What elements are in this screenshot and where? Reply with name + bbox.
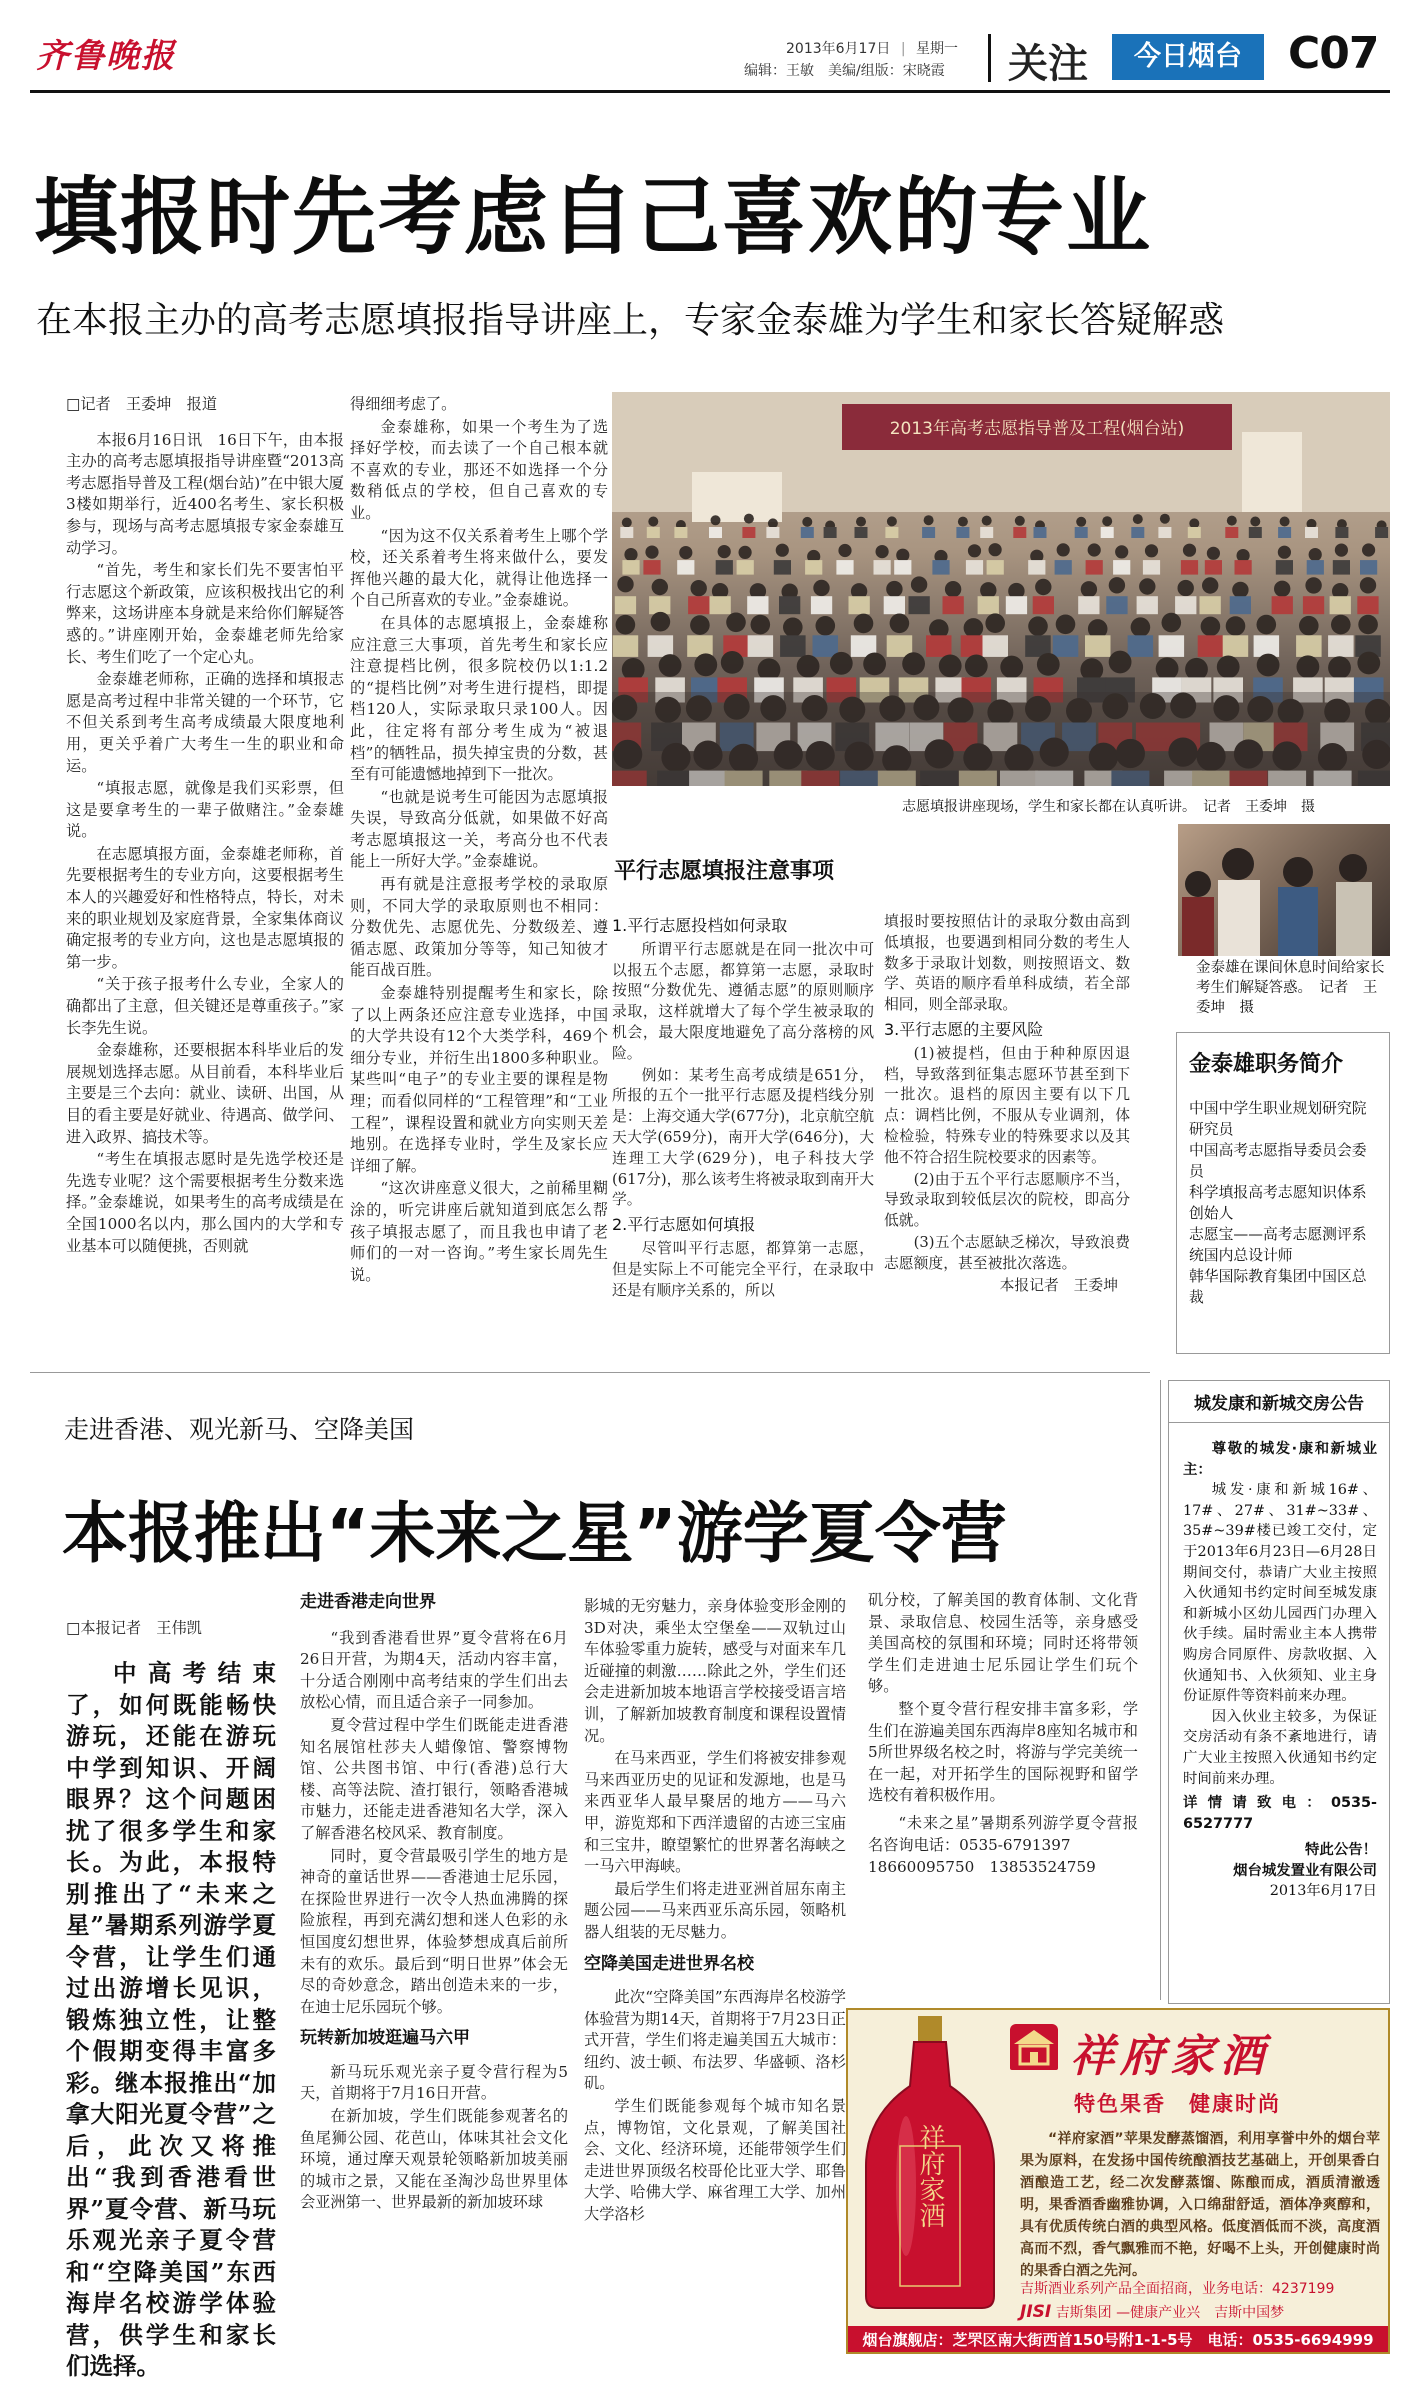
audience-body: [674, 527, 687, 538]
audience-head: [624, 548, 637, 561]
paragraph: 填报时要按照估计的录取分数由高到低填报，也要遇到相同分数的考生人数多于录取计划数，则按照语文、数学、英语的顺序看单科成绩，若全部相同，则全部录取。: [884, 913, 1130, 1014]
paragraph: 此次“空降美国”东西海岸名校游学体验营为期14天，首期将于7月23日正式开营，学生们将走遍美国五大城市：纽约、波士顿、布法罗、华盛顿、洛杉矶。: [584, 1988, 846, 2093]
audience-head: [783, 618, 803, 638]
masthead: 齐鲁晚报 2013年6月17日 | 星期一 编辑：王敏 美编/组版：宋晓霞 关注 今日烟台 C07: [0, 0, 1417, 92]
audience-body: [966, 560, 983, 575]
audience-head: [1139, 578, 1155, 594]
audience-body: [747, 596, 768, 614]
paragraph: 夏令营过程中学生们既能走进香港知名展馆杜莎夫人蜡像馆、警察博物馆、公共图书馆、中行(香港)总行大楼、高等法院、渣打银行，领略香港城市魅力，还能走进香港知名大学，深入了解香港名校风采、教育制度。: [300, 1715, 568, 1842]
story2-column-4: [868, 1590, 1138, 1880]
audience-body: [805, 560, 822, 575]
audience-body: [1272, 596, 1293, 614]
audience-body: [1249, 527, 1262, 538]
audience-body: [909, 596, 930, 614]
audience-body: [926, 635, 952, 657]
audience-head: [622, 518, 632, 528]
audience-head: [1328, 656, 1351, 679]
audience-head: [679, 546, 692, 559]
paragraph: (3)五个志愿缺乏梯次，导致浪费志愿额度，甚至被批次落选。: [884, 1233, 1130, 1272]
audience-head: [1015, 516, 1025, 526]
audience-body: [894, 560, 911, 575]
paragraph: (1)被提档，但由于种种原因退档，导致落到征集志愿环节甚至到下一批次。退档的原因主要有以下几点：调档比例，不服从专业调剂，体检检验，特殊专业的特殊要求以及其他不符合招生院校要求的因素等。: [884, 1044, 1130, 1166]
profile-title: 金泰雄职务简介: [1189, 1052, 1344, 1077]
audience-head: [751, 615, 771, 635]
lecture-photo-caption: 志愿填报讲座现场，学生和家长都在认真听讲。 记者 王委坤 摄: [902, 799, 1315, 815]
audience-body: [1128, 635, 1154, 657]
audience-body: [1225, 527, 1238, 538]
audience-body: [649, 596, 670, 614]
audience-body: [987, 560, 1004, 575]
sidebar-signature: 本报记者 王委坤: [999, 1276, 1118, 1294]
audience-body: [884, 596, 905, 614]
audience-body: [1053, 635, 1079, 657]
issue-weekday: 星期一: [915, 41, 958, 57]
audience-body: [688, 596, 709, 614]
editors-line: 编辑：王敏 美编/组版：宋晓霞: [744, 63, 945, 79]
audience-head: [1357, 652, 1380, 675]
audience-body: [956, 527, 969, 538]
story2-byline: □本报记者 王伟凯: [66, 1619, 202, 1637]
audience-body: [766, 527, 779, 538]
audience-body: [1028, 560, 1045, 575]
sidebar-title: 平行志愿填报注意事项: [614, 859, 835, 884]
audience-head: [1162, 613, 1182, 633]
audience-body: [1033, 596, 1054, 614]
audience-head: [887, 516, 897, 526]
story1-byline: □记者 王委坤 报道: [66, 395, 218, 413]
audience-head: [1280, 517, 1290, 527]
audience-head: [856, 517, 866, 527]
audience-head: [1360, 577, 1376, 593]
audience-head: [958, 517, 968, 527]
audience-head: [1028, 616, 1048, 636]
paragraph: 矶分校，了解美国的教育体制、文化背景、录取信息、校园生活等，亲身感受美国高校的氛围和环境；同时还将带领学生们走进迪士尼乐园让学生们玩个够。: [868, 1591, 1138, 1696]
paragraph: 金泰雄老师称，正确的选择和填报志愿是高考过程中非常关键的一个环节，它不但关系到考生高考成绩最大限度地利用，更关乎着广大考生一生的职业和命运。: [66, 670, 344, 775]
audience-body: [1205, 560, 1222, 575]
paragraph: 影城的无穷魅力，亲身体验变形金刚的3D对决，乘坐太空堡垒——双轨过山车体验零重力旋转，感受与对面来车几近碰撞的刺激……除此之外，学生们还会走进新加坡本地语言学校接受语言培训，了解新加坡教育制度和课程设置情况。: [584, 1597, 846, 1745]
paragraph: 本报6月16日讯 16日下午，由本报主办的高考志愿填报指导讲座暨“2013高考志愿指导普及工程(烟台站)”在中银大厦3楼如期举行，近400名考生、家长积极参与，现场与高考志愿填报专家金泰雄互动学习。: [66, 430, 344, 557]
audience-body: [811, 596, 832, 614]
audience-body: [622, 560, 639, 575]
audience-body: [716, 560, 733, 575]
audience-body: [1085, 635, 1111, 657]
ad-body: “祥府家酒”苹果发酵蒸馏酒，利用享誉中外的烟台苹果为原料，在发扬中国传统酿酒技艺基础上，开创果香白酒酿造工艺，经二次发酵蒸馏、陈酿而成，酒质清澈透明，果香酒香幽雅协调，入口绵甜舒适，酒体净爽醇和，具有优质传统白酒的典型风格。低度酒低而不淡，高度酒高而不烈，香气飘雅而不艳，好喝不上头，开创健康时尚的果香白酒之先河。: [1020, 2131, 1380, 2279]
audience-body: [1034, 527, 1047, 538]
paragraph: “关于孩子报考什么专业，全家人的确都出了主意，但关键还是尊重孩子。”家长李先生说。: [66, 975, 344, 1037]
audience-head: [1102, 516, 1112, 526]
audience-body: [643, 560, 660, 575]
audience-body: [932, 560, 949, 575]
lecture-banner: 2013年高考志愿指导普及工程(烟台站): [889, 419, 1185, 439]
profile-line: 韩华国际教育集团中国区总裁: [1189, 1268, 1367, 1306]
audience-body: [885, 527, 898, 538]
audience-head: [1109, 577, 1125, 593]
notice-body-1: 城发·康和新城16#、17#、27#、31#~33#、35#~39#楼已竣工交付，定于2013年6月23日—6月28日期间交付，恭请广大业主按照入伙通知书约定时间至城发康和新城小区幼儿园西门办理入伙手续。届时需业主本人携带购房合同原件、房款收据、入伙通知书、入伙须知、业主身份证原件等资料前来办理。: [1183, 1482, 1377, 1705]
audience-body: [710, 596, 731, 614]
audience-head: [718, 545, 731, 558]
paragraph: 得细细考虑了。: [350, 395, 457, 413]
audience-body: [983, 635, 1009, 657]
story2-contact: “未来之星”暑期系列游学夏令营报名咨询电话：0535-6791397: [868, 1813, 1138, 1854]
audience-body: [824, 527, 837, 538]
paragraph: “首先，考生和家长们先不要害怕平行志愿这个新政策，应该积极找出它的利弊来，这场讲座本身就是来给你们解疑答惑的。”讲座刚开始，金泰雄老师先给家长、考生们吃了一个定心丸。: [66, 561, 344, 666]
audience-head: [776, 544, 789, 557]
audience-body: [1328, 635, 1354, 657]
audience-head: [1309, 548, 1322, 561]
audience-body: [1307, 560, 1324, 575]
audience-head: [1088, 543, 1101, 556]
audience-body: [943, 596, 964, 614]
paragraph: 例如：某考生高考成绩是651分，所报的五个一批平行志愿及提档线分别是：上海交通大学(677分)，北京航空航天大学(659分)，南开大学(646分)，大连理工大学(629分)，电子科技大学(617分)，那么该考生将被录取到南开大学。: [612, 1066, 874, 1209]
paragraph: 在志愿填报方面，金泰雄老师称，首先要根据考生的专业方向，这要根据考生本人的兴趣爱好和性格特点，特长，对未来的职业规划及家庭背景，全家集体商议确定报考的专业方向，这也是志愿填报的第一步。: [66, 844, 344, 971]
section-badge: 今日烟台: [1112, 34, 1264, 80]
audience-head: [945, 581, 961, 597]
audience-head: [1299, 616, 1319, 636]
audience-body: [961, 635, 987, 657]
profile-box: [1176, 1032, 1390, 1354]
audience-body: [779, 596, 800, 614]
audience-body: [1158, 527, 1171, 538]
qa-photo-illustration: [1178, 824, 1390, 956]
audience-body: [1235, 560, 1252, 575]
audience-head: [1227, 516, 1237, 526]
notice-phone: 详情请致电：0535-6527777: [1183, 1795, 1377, 1832]
audience-head: [1131, 617, 1151, 637]
story2-column-2: [300, 1588, 568, 2215]
audience-head: [651, 612, 671, 632]
audience-head: [1189, 518, 1199, 528]
audience-body: [1375, 527, 1388, 538]
audience-head: [1257, 654, 1280, 677]
audience-body: [980, 527, 993, 538]
audience-head: [1305, 577, 1321, 593]
audience-head: [1201, 617, 1221, 637]
audience-head: [890, 614, 910, 634]
paragraph: 同时，夏令营最吸引学生的地方是神奇的童话世界——香港迪士尼乐园，在探险世界进行一次令人热血沸腾的探险旅程，再到充满幻想和迷人色彩的永恒国度幻想世界，体验梦想成真后前所未有的欢乐。最后到“明日世界”体会无尽的奇妙意念，踏出创造未来的一步，在迪士尼乐园玩个够。: [300, 1846, 568, 2016]
audience-body: [687, 635, 713, 657]
audience-head: [911, 576, 927, 592]
audience-head: [1185, 658, 1208, 681]
audience-head: [1207, 547, 1220, 560]
audience-head: [797, 655, 820, 678]
audience-body: [849, 596, 870, 614]
lecture-photo: [612, 392, 1390, 786]
audience-head: [1226, 616, 1246, 636]
audience-head: [652, 579, 668, 595]
audience-head: [1297, 655, 1320, 678]
audience-head: [1335, 544, 1348, 557]
audience-head: [616, 615, 636, 635]
notice-body-2: 因入伙业主较多，为保证交房活动有条不紊地进行，请广大业主按照入伙通知书约定时间前来办理。: [1183, 1708, 1377, 1787]
audience-head: [1076, 517, 1086, 527]
audience-body: [613, 635, 639, 657]
notice-company: 烟台城发置业有限公司: [1233, 1862, 1377, 1879]
audience-head: [924, 515, 934, 525]
audience-body: [1159, 635, 1185, 657]
audience-head: [690, 615, 710, 635]
audience-body: [1296, 635, 1322, 657]
audience-body: [1101, 527, 1114, 538]
paragraph: “也就是说考生可能因为志愿填报失误，导致高分低就，如果做不好高考志愿填报这一关，考高分也不代表能上一所好大学。”金泰雄说。: [350, 787, 608, 871]
audience-head: [1160, 514, 1170, 524]
audience-body: [1137, 596, 1158, 614]
audience-head: [1109, 651, 1132, 674]
audience-head: [1037, 653, 1060, 676]
story2-lede: 中高考结束了，如何既能畅快游玩，还能在游玩中学到知识、开阔眼界？这个问题困扰了很多学生和家长。为此，本报特别推出了“未来之星”暑期系列游学夏令营，让学生们通过出游增长见识，锻炼独立性，让整个假期变得丰富多彩。继本报推出“加拿大阳光夏令营”之后，此次又将推出“我到香港看世界”夏令营、新马玩乐观光亲子夏令营和“空降美国”东西海岸名校游学体验营，供学生和家长们选择。: [66, 1659, 276, 2380]
page-number: C07: [1288, 28, 1379, 79]
audience-head: [1183, 544, 1196, 557]
paragraph: “考生在填报志愿时是先选学校还是先选专业呢？这个需要根据考生分数来选择。”金泰雄说，如果考生的高考成绩是在全国1000名以内，那么国内的大学和专业基本可以随便挑，否则就: [66, 1150, 344, 1255]
lecture-photo-illustration: [612, 392, 1390, 786]
audience-head: [1000, 656, 1023, 679]
brand-name: 祥府家酒: [1070, 2031, 1270, 2082]
audience-body: [1330, 596, 1351, 614]
audience-head: [1145, 544, 1158, 557]
audience-body: [748, 635, 774, 657]
audience-head: [1081, 581, 1097, 597]
ad-group: 吉斯集团 —健康产业兴 吉斯中国梦: [1055, 2305, 1285, 2321]
audience-head: [1035, 579, 1051, 595]
story1-subtitle: 在本报主办的高考志愿填报指导讲座上，专家金泰雄为学生和家长答疑解惑: [36, 300, 1225, 341]
audience-head: [802, 517, 812, 527]
audience-head: [989, 543, 1002, 556]
audience-head: [1217, 656, 1240, 679]
audience-head: [1257, 615, 1277, 635]
audience-head: [1202, 577, 1218, 593]
audience-body: [742, 527, 755, 538]
audience-body: [780, 635, 806, 657]
paragraph: (2)由于五个平行志愿顺序不当，导致录取到较低层次的院校，即高分低就。: [884, 1170, 1130, 1230]
audience-body: [1175, 596, 1196, 614]
audience-head: [1115, 545, 1128, 558]
audience-head: [1358, 615, 1378, 635]
paper-logo: 齐鲁晚报: [36, 36, 176, 75]
audience-body: [801, 527, 814, 538]
paragraph: 整个夏令营行程安排丰富多彩，学生们在游遍美国东西海岸8座知名城市和5所世界级名校之时，将游与学完美统一在一起，对开拓学生的国际视野和留学选校有着积极作用。: [868, 1699, 1138, 1805]
audience-head: [965, 655, 988, 678]
audience-head: [1274, 581, 1290, 597]
audience-head: [982, 516, 992, 526]
audience-head: [838, 544, 851, 557]
audience-body: [1188, 527, 1201, 538]
paragraph: 再有就是注意报考学校的录取原则，不同大学的录取原则也不相同：分数优先、志愿优先、分数级差、遵循志愿、政策加分等等，知己知彼才能百战百胜。: [350, 875, 608, 980]
section-label: 关注: [1008, 41, 1088, 87]
audience-body: [1078, 596, 1099, 614]
notice-greeting: 尊敬的城发·康和新城业主：: [1183, 1441, 1377, 1478]
liquor-bottle-image: [854, 2016, 1006, 2312]
audience-head: [830, 652, 853, 675]
audience-body: [1303, 596, 1324, 614]
profile-line: 中国中学生职业规划研究院研究员: [1189, 1100, 1367, 1138]
paragraph: “因为这不仅关系着考生上哪个学校，还关系着考生将来做什么，要发挥他兴趣的最大化，就得让他选择一个自己所喜欢的专业。”金泰雄说。: [350, 526, 608, 610]
notice-title: 城发康和新城交房公告: [1169, 1381, 1389, 1423]
audience-body: [836, 560, 853, 575]
audience-body: [922, 527, 935, 538]
audience-body: [1254, 635, 1280, 657]
audience-head: [645, 546, 658, 559]
audience-body: [1013, 527, 1026, 538]
audience-head: [739, 546, 752, 559]
audience-body: [737, 560, 754, 575]
paragraph: “填报志愿，就像是我们买彩票，但这是要拿考生的一辈子做赌注。”金泰雄说。: [66, 779, 344, 841]
audience-head: [1178, 580, 1194, 596]
audience-head: [1250, 517, 1260, 527]
audience-head: [902, 652, 925, 675]
audience-body: [1335, 527, 1348, 538]
qa-photo: [1178, 824, 1390, 956]
audience-body: [1360, 560, 1377, 575]
audience-head: [968, 544, 981, 557]
profile-line: 志愿宝——高考志愿测评系统国内总设计师: [1189, 1226, 1367, 1264]
audience-body: [647, 527, 660, 538]
audience-body: [1143, 560, 1160, 575]
housing-notice: [1168, 1380, 1390, 2004]
notice-date: 2013年6月17日: [1269, 1883, 1377, 1900]
audience-head: [1133, 514, 1143, 524]
brand-logo-icon: [1010, 2024, 1058, 2070]
sidebar-column-2: [884, 912, 1130, 1297]
audience-body: [1106, 596, 1127, 614]
audience-head: [854, 614, 874, 634]
audience-head: [721, 651, 744, 674]
audience-head: [744, 514, 754, 524]
audience-head: [648, 517, 658, 527]
story2-heading-1: 走进香港走向世界: [300, 1592, 436, 1612]
story2-title: 本报推出“未来之星”游学夏令营: [62, 1495, 1007, 1572]
audience-body: [978, 596, 999, 614]
story2-byline-col: [66, 1618, 276, 1641]
audience-head: [711, 515, 721, 525]
ad-slogan: 特色果香 健康时尚: [1074, 2092, 1281, 2116]
audience-head: [622, 658, 645, 681]
paragraph: 金泰雄称，如果一个考生为了选择好学校，而去读了一个自己根本就不喜欢的专业，那还不如选择一个分数稍低点的学校，但自己喜欢的专业。: [350, 417, 608, 522]
audience-body: [813, 635, 839, 657]
paragraph: 在马来西亚，学生们将被安排参观马来西亚历史的见证和发源地，也是马来西亚华人最早聚居的地方——马六甲，游览郑和下西洋遗留的古迹三宝庙和三宝井，瞭望繁忙的世界著名海峡之一马六甲海峡。: [584, 1749, 846, 1876]
bottle-label: 祥府家酒: [915, 2124, 945, 2228]
audience-body: [1113, 560, 1130, 575]
notice-closing: 特此公告！: [1305, 1842, 1377, 1859]
audience-body: [1200, 596, 1221, 614]
audience-head: [1278, 546, 1291, 559]
audience-head: [768, 518, 778, 528]
sidebar-heading-1: 1.平行志愿投档如何录取: [612, 916, 788, 935]
paragraph: 在新加坡，学生们既能参观著名的鱼尾狮公园、花芭山，体味其社会文化环境，通过摩天观景轮领略新加坡美丽的城市之景，又能在圣淘沙岛世界里体会亚洲第一、世界最新的新加坡环球: [300, 2107, 568, 2212]
audience-body: [1075, 527, 1088, 538]
audience-head: [886, 581, 902, 597]
audience-body: [1055, 560, 1072, 575]
audience-head: [1232, 582, 1248, 598]
audience-head: [816, 616, 836, 636]
sidebar-heading-3: 3.平行志愿的主要风险: [884, 1019, 1044, 1039]
audience-body: [1006, 596, 1027, 614]
paragraph: 在具体的志愿填报上，金泰雄称应注意三大事项，首先考生和家长应注意提档比例，很多院校仍以1:1.2的“提档比例”对考生进行提档，即提档120人，实际录取只录100人。因此，往定将有部分考生成为“被退档”的牺牲品，损失掉宝贵的分数，甚至有可能遗憾地掉到下一批次。: [350, 613, 608, 784]
paragraph: “我到香港看世界”夏令营将在6月26日开营，为期4天，活动内容丰富，十分适合刚刚中高考结束的学生们出去放松心情，而且适合亲子一同参加。: [300, 1628, 568, 1712]
story2-contact-phones: 18660095750 13853524759: [868, 1858, 1096, 1877]
paragraph: 新马玩乐观光亲子夏令营行程为5天，首期将于7月16日开营。: [300, 2062, 568, 2103]
audience-body: [1278, 527, 1291, 538]
audience-head: [863, 653, 886, 676]
profile-line: 科学填报高考志愿知识体系创始人: [1189, 1184, 1367, 1222]
audience-head: [939, 655, 962, 678]
audience-body: [620, 527, 633, 538]
audience-body: [1086, 560, 1103, 575]
qa-photo-caption: 金泰雄在课间休息时间给家长考生们解疑答惑。 记者 王委坤 摄: [1196, 960, 1385, 1016]
audience-head: [659, 654, 682, 677]
audience-head: [1331, 615, 1351, 635]
sidebar-column-1: [612, 912, 874, 1302]
audience-body: [615, 596, 636, 614]
story2-column-3: [584, 1596, 846, 2227]
audience-head: [694, 653, 717, 676]
audience-body: [648, 635, 674, 657]
paragraph: 金泰雄特别提醒考生和家长，除了以上两条还应注意专业选择，中国的大学共设有12个大类学科，469个细分专业，并衍生出1800多种职业。某些叫“电子”的专业主要的课程是物理；而看似同样的“工程管理”和“工业工程”，课程设置和就业方向实则天差地别。在选择专业时，学生及家长应详细了解。: [350, 984, 608, 1175]
story2-heading-2: 玩转新加坡逛遍马六甲: [300, 2028, 470, 2049]
audience-head: [813, 580, 829, 596]
audience-body: [1181, 560, 1198, 575]
audience-body: [709, 527, 722, 538]
audience-body: [1305, 527, 1318, 538]
audience-head: [691, 580, 707, 596]
paragraph: 所谓平行志愿就是在同一批次中可以报五个志愿，都算第一志愿，录取时按照“分数优先、遵循志愿”的原则顺序录取，这样就增大了每个学生被录取的机会，最大限度地避免了高分落榜的风险。: [612, 940, 874, 1062]
issue-date: 2013年6月17日: [786, 41, 891, 57]
paragraph: “这次讲座意义很大，之前稀里糊涂的，听完讲座后就知道到底怎么帮孩子填报志愿了，而且我也申请了老师们的一对一咨询。”考生家长周先生说。: [350, 1179, 608, 1284]
audience-head: [896, 549, 909, 562]
paragraph: 学生们既能参观每个城市知名景点，博物馆，文化景观，了解美国社会、文化、经济环境，还能带领学生们走进世界顶级名校哥伦比亚大学、耶鲁大学、哈佛大学、麻省理工大学、加州大学洛杉: [584, 2097, 846, 2224]
paragraph: 尽管叫平行志愿，都算第一志愿，但是实际上不可能完全平行，在录取中还是有顺序关系的，所以: [612, 1239, 874, 1299]
audience-head: [726, 613, 746, 633]
profile-line: 中国高考志愿指导委员会委员: [1189, 1142, 1367, 1180]
audience-body: [855, 527, 868, 538]
story1-column-1: [66, 394, 344, 1258]
audience-body: [1223, 635, 1249, 657]
audience-body: [1230, 596, 1251, 614]
audience-body: [677, 560, 694, 575]
audience-body: [874, 560, 891, 575]
ad-dealer: 吉斯酒业系列产品全面招商，业务电话：4237199: [1020, 2281, 1335, 2297]
audience-head: [1057, 543, 1070, 556]
story1-column-2: [350, 394, 608, 1287]
liquor-ad: [846, 2008, 1390, 2354]
audience-head: [964, 618, 984, 638]
audience-head: [617, 576, 633, 592]
audience-body: [1333, 560, 1350, 575]
audience-body: [1357, 596, 1378, 614]
audience-head: [876, 545, 889, 558]
audience-head: [1056, 615, 1076, 635]
story2-kicker: 走进香港、观光新马、空降美国: [64, 1415, 415, 1444]
paragraph: 最后学生们将走进亚洲首屈东南主题公园——马来西亚乐高乐园，领略机器人组装的无尽魅力。: [584, 1879, 846, 1941]
ad-footer: 烟台旗舰店：芝罘区南大街西首150号附1-1-5号 电话：0535-6694999: [848, 2326, 1388, 2354]
audience-body: [774, 560, 791, 575]
jisi-logo: JISI: [1020, 2302, 1052, 2322]
audience-head: [1156, 657, 1179, 680]
sidebar-heading-2: 2.平行志愿如何填报: [612, 1215, 756, 1235]
story1-title: 填报时先考虑自己喜欢的专业: [34, 168, 1153, 266]
story2-heading-3: 空降美国走进世界名校: [584, 1953, 754, 1974]
audience-body: [1131, 527, 1144, 538]
audience-head: [980, 582, 996, 598]
paragraph: 金泰雄称，还要根据本科毕业后的发展规划选择志愿。从目前看，本科毕业后主要是三个去向：就业、读研、出国，从目的看主要是好就业、待遇高、做学问、进入政界、搞技术等。: [66, 1041, 344, 1146]
audience-head: [985, 613, 1005, 633]
audience-body: [1276, 560, 1293, 575]
audience-head: [1362, 543, 1375, 556]
audience-body: [1198, 635, 1224, 657]
